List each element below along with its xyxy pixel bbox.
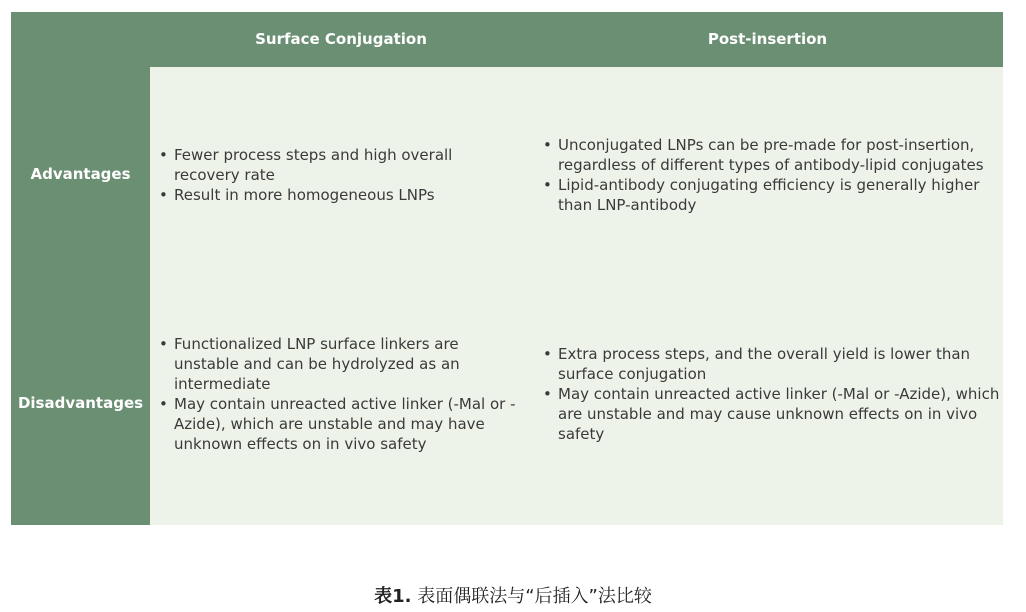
header-surface-conjugation: Surface Conjugation bbox=[255, 30, 427, 48]
list-item: • Fewer process steps and high overall recovery rate bbox=[156, 145, 516, 185]
bullet-list bbox=[156, 334, 516, 454]
cell-advantages-post bbox=[540, 135, 1000, 215]
list-item: • Unconjugated LNPs can be pre-made for post-insertion, regardless of different types of antibody-lipid conjugates bbox=[540, 135, 1000, 175]
list-item: • Functionalized LNP surface linkers are unstable and can be hydrolyzed as an intermediate bbox=[156, 334, 516, 394]
caption-prefix: 表1. bbox=[374, 586, 412, 607]
comparison-table bbox=[11, 12, 1003, 525]
header-post-insertion: Post-insertion bbox=[707, 30, 828, 48]
list-item: • May contain unreacted active linker (-Mal or -Azide), which are unstable and may have unknown effects on in vivo safety bbox=[156, 394, 516, 454]
bullet-list bbox=[540, 344, 1000, 444]
cell-advantages-surface bbox=[156, 145, 516, 205]
row-label-advantages: Advantages bbox=[30, 165, 131, 183]
row-label-column bbox=[11, 67, 150, 525]
caption-text: 表面偶联法与“后插入”法比较 bbox=[411, 586, 652, 607]
bullet-list bbox=[156, 145, 516, 205]
cell-disadvantages-post bbox=[540, 344, 1000, 444]
row-label-disadvantages: Disadvantages bbox=[17, 394, 144, 412]
list-item: • Lipid-antibody conjugating efficiency is generally higher than LNP-antibody bbox=[540, 175, 1000, 215]
bullet-list bbox=[540, 135, 1000, 215]
table-header-row bbox=[11, 12, 1003, 67]
list-item: • Result in more homogeneous LNPs bbox=[156, 185, 516, 205]
list-item: • Extra process steps, and the overall yield is lower than surface conjugation bbox=[540, 344, 1000, 384]
table-caption bbox=[0, 582, 1026, 608]
cell-disadvantages-surface bbox=[156, 334, 516, 454]
list-item: • May contain unreacted active linker (-Mal or -Azide), which are unstable and may cause unknown effects on in vivo safety bbox=[540, 384, 1000, 444]
